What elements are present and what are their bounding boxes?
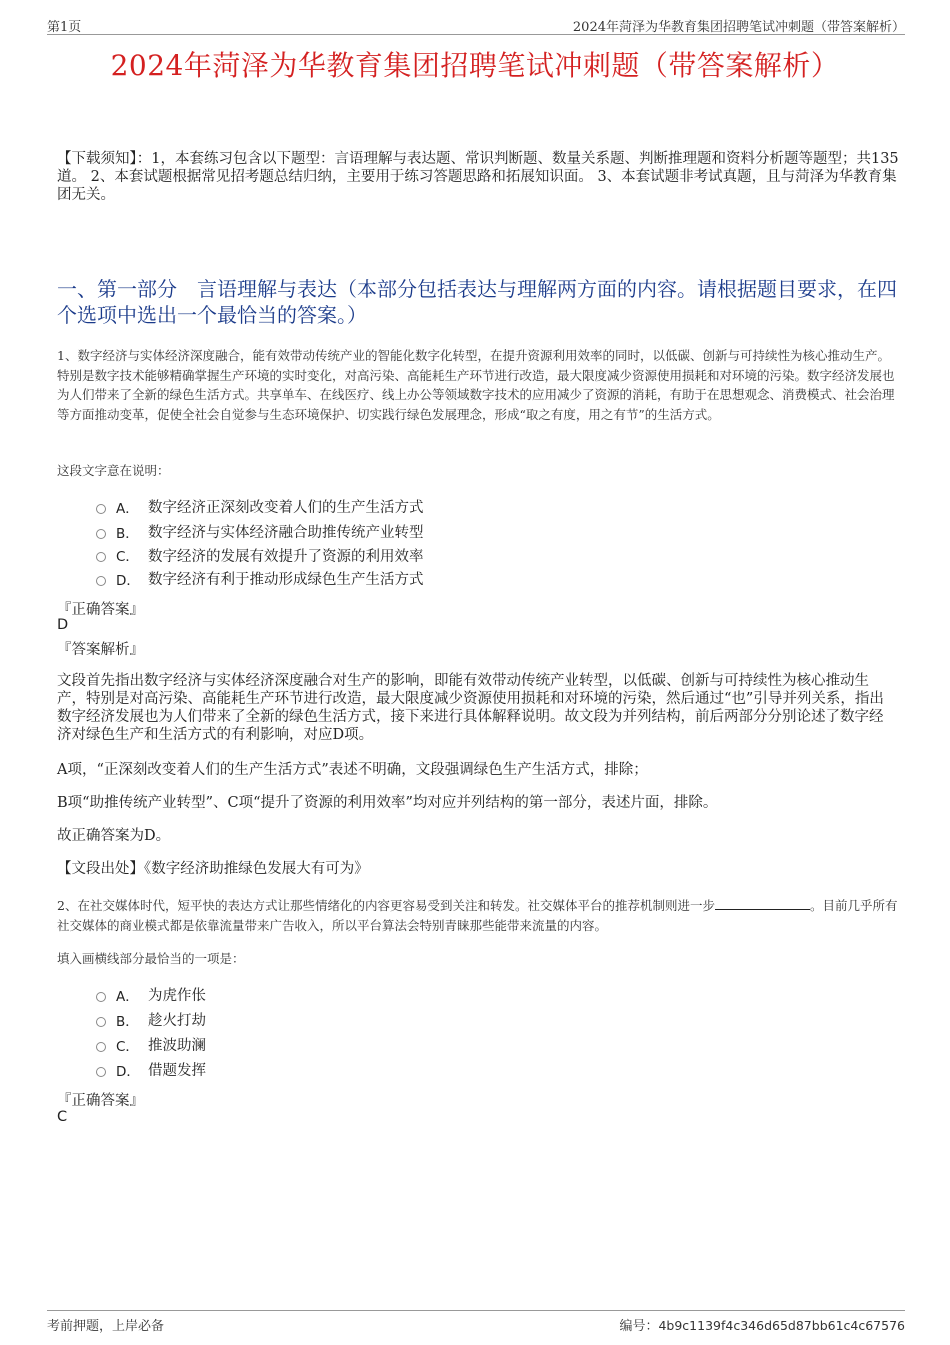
question-1-prompt: 这段文字意在说明： <box>57 463 170 478</box>
analysis-paragraph-4: 故正确答案为D。 <box>57 828 171 844</box>
option-text: 推波助澜 <box>148 1038 206 1054</box>
document-title: 2024年菏泽为华教育集团招聘笔试冲刺题（带答案解析） <box>110 49 840 82</box>
option-text: 为虎作伥 <box>148 988 206 1004</box>
option-a[interactable]: A． 为虎作伥 <box>96 982 206 1007</box>
radio-icon[interactable] <box>96 552 106 562</box>
option-d[interactable]: D． 数字经济有利于推动形成绿色生产生活方式 <box>96 566 424 591</box>
radio-icon[interactable] <box>96 576 106 586</box>
document-code: 编号：4b9c1139f4c346d65d87bb61c4c67576 <box>619 1318 905 1334</box>
question-1-text: 1、数字经济与实体经济深度融合，能有效带动传统产业的智能化数字化转型，在提升资源利用效率的同时，以低碳、创新与可持续性为核心推动生产。特别是数字技术能够精确掌握生产环境的实时变化，对高污染、高能耗生产环节进行改造，最大限度减少资源使用损耗和对环境的污染。数字经济发展也为人们带来了全新的绿色生活方式。共享单车、在线医疗、线上办公等领域数字技术的应用减少了资源的消耗，有助于在思想观念、消费模式、社会治理等方面推动变革，促使全社会自觉参与生态环境保护、切实践行绿色发展理念，形成“取之有度，用之有节”的生活方式。 <box>57 348 895 422</box>
option-text: 数字经济正深刻改变着人们的生产生活方式 <box>148 500 424 516</box>
option-b[interactable]: B． 数字经济与实体经济融合助推传统产业转型 <box>96 519 424 544</box>
question-1-options <box>96 494 424 591</box>
question-2-options <box>96 982 206 1082</box>
radio-icon[interactable] <box>96 1042 106 1052</box>
correct-answer: D <box>57 617 69 633</box>
section-title: 一、第一部分 言语理解与表达（本部分包括表达与理解两方面的内容。请根据题目要求，在四个选项中选出一个最恰当的答案。） <box>57 277 897 327</box>
analysis-paragraph-2: A项，“正深刻改变着人们的生产生活方式”表述不明确，文段强调绿色生产生活方式，排除； <box>57 762 648 778</box>
correct-answer-label: 『正确答案』 <box>57 1093 144 1109</box>
download-notice: 【下载须知】：1，本套练习包含以下题型：言语理解与表达题、常识判断题、数量关系题、判断推理题和资料分析题等题型；共135道。 2、本套试题根据常见招考题总结归纳，主要用于练习答题思路和拓展知识面。 3、本套试题非考试真题，且与菏泽为华教育集团无关。 <box>57 151 899 203</box>
radio-icon[interactable] <box>96 1067 106 1077</box>
radio-icon[interactable] <box>96 529 106 539</box>
option-text: 数字经济与实体经济融合助推传统产业转型 <box>148 525 424 541</box>
footer-slogan: 考前押题，上岸必备 <box>47 1319 165 1334</box>
page-header <box>47 14 905 35</box>
analysis-paragraph-3: B项“助推传统产业转型”、C项“提升了资源的利用效率”均对应并列结构的第一部分，表述片面，排除。 <box>57 795 718 811</box>
question-2-text: 2、在社交媒体时代，短平快的表达方式让那些情绪化的内容更容易受到关注和转发。社交媒体平台的推荐机制则进一步 。目前几乎所有社交媒体的商业模式都是依靠流量带来广告收入，所以平台算法会特别青睐那些能带来流量的内容。 <box>57 898 898 933</box>
radio-icon[interactable] <box>96 1017 106 1027</box>
radio-icon[interactable] <box>96 504 106 514</box>
option-text: 趁火打劫 <box>148 1013 206 1029</box>
page-number: 第1页 <box>47 20 82 35</box>
analysis-paragraph-1: 文段首先指出数字经济与实体经济深度融合对生产的影响，即能有效带动传统产业转型，以低碳、创新与可持续性为核心推动生产，特别是对高污染、高能耗生产环节进行改造，最大限度减少资源使用损耗和对环境的污染，然后通过“也”引导并列关系，指出数字经济发展也为人们带来了全新的绿色生活方式，接下来进行具体解释说明。故文段为并列结构，前后两部分分别论述了数字经济对绿色生产和生活方式的有利影响，对应D项。 <box>57 673 884 743</box>
option-c[interactable]: C． 推波助澜 <box>96 1032 206 1057</box>
option-a[interactable]: A． 数字经济正深刻改变着人们的生产生活方式 <box>96 494 424 519</box>
fill-blank <box>715 897 810 910</box>
radio-icon[interactable] <box>96 992 106 1002</box>
running-title: 2024年菏泽为华教育集团招聘笔试冲刺题（带答案解析） <box>572 20 905 35</box>
question-2-prompt: 填入画横线部分最恰当的一项是： <box>57 951 245 966</box>
correct-answer: C <box>57 1109 68 1125</box>
option-d[interactable]: D． 借题发挥 <box>96 1057 206 1082</box>
source-citation: 【文段出处】《数字经济助推绿色发展大有可为》 <box>57 861 369 877</box>
option-text: 借题发挥 <box>148 1063 206 1079</box>
option-b[interactable]: B． 趁火打劫 <box>96 1007 206 1032</box>
analysis-label: 『答案解析』 <box>57 642 144 658</box>
correct-answer-label: 『正确答案』 <box>57 602 144 618</box>
option-text: 数字经济有利于推动形成绿色生产生活方式 <box>148 572 424 588</box>
page-footer <box>47 1310 905 1334</box>
option-c[interactable]: C． 数字经济的发展有效提升了资源的利用效率 <box>96 544 424 566</box>
option-text: 数字经济的发展有效提升了资源的利用效率 <box>148 548 424 565</box>
